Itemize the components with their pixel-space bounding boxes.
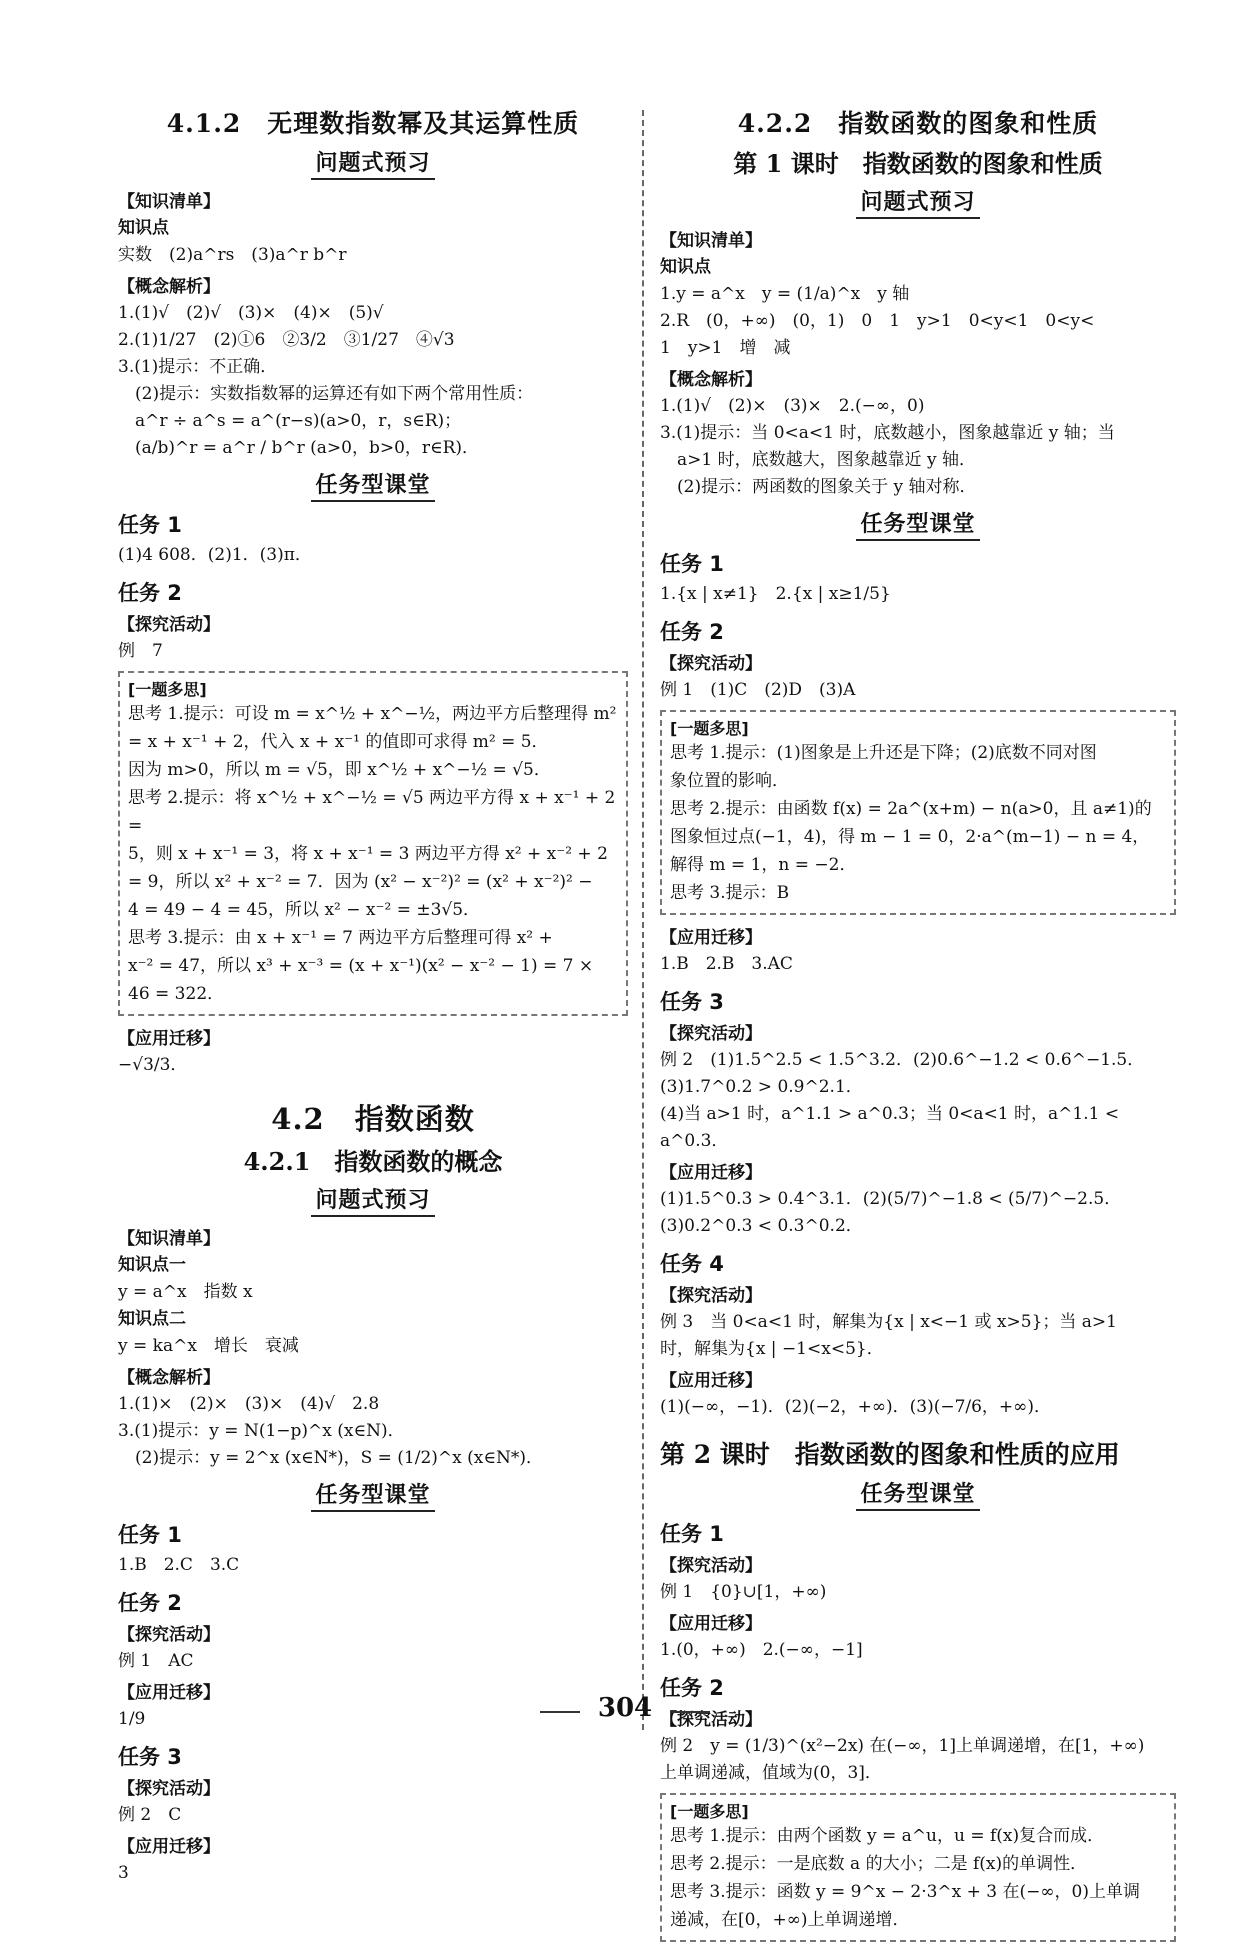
text-line: 1.(1)√ (2)× (3)× 2.(−∞，0) (660, 396, 925, 416)
text-line: y = ka^x 增长 衰减 (118, 1336, 299, 1356)
text-line: 实数 (2)a^rs (3)a^r b^r (118, 245, 347, 265)
answer-line: 例 1 (1)C (2)D (3)A (660, 680, 856, 700)
text-line: 3.(1)提示：y = N(1−p)^x (x∈N)． (118, 1421, 405, 1441)
subsection-title: 4.2.1 指数函数的概念 (243, 1147, 503, 1176)
answer-line: 1.(0，+∞) 2.(−∞，−1] (660, 1640, 863, 1660)
answer-line: (1)4 608．(2)1．(3)π． (118, 545, 312, 565)
text-line: (a/b)^r = a^r / b^r (a>0，b>0，r∈R)． (118, 438, 480, 458)
section-tag: 【探究活动】 (660, 1024, 762, 1044)
text-line: = 9，所以 x² + x⁻² = 7．因为 (x² − x⁻²)² = (x² + x⁻²)² − (128, 872, 593, 892)
banner-preview: 问题式预习 (118, 1183, 628, 1214)
think-box-tag: [一题多思] (670, 1802, 749, 1821)
think-box-tag: [一题多思] (670, 719, 749, 738)
task-heading: 任务 2 (118, 581, 182, 605)
page-footer (0, 1693, 1250, 1723)
answer-line: 例 2 (1)1.5^2.5 < 1.5^3.2．(2)0.6^−1.2 < 0.6^−1.5． (660, 1050, 1145, 1070)
content-block (660, 1518, 1176, 1787)
answer-line: (1)(−∞，−1)．(2)(−2，+∞)．(3)(−7/6，+∞)． (660, 1397, 1051, 1417)
task-heading: 任务 1 (660, 552, 724, 576)
answer-line: 例 3 当 0<a<1 时，解集为{x | x<−1 或 x>5}；当 a>1 (660, 1312, 1117, 1332)
section-tag: 【知识清单】 (118, 1229, 220, 1249)
text-line: 思考 1.提示：由两个函数 y = a^u，u = f(x)复合而成． (670, 1826, 1105, 1846)
answer-line: (4)当 a>1 时，a^1.1 > a^0.3；当 0<a<1 时，a^1.1 < a^0.3． (660, 1104, 1125, 1151)
text-line: 解得 m = 1，n = −2． (670, 855, 857, 875)
content-block (118, 1224, 628, 1472)
section-tag: 【应用迁移】 (660, 1371, 762, 1391)
section-tag: 【概念解析】 (660, 370, 762, 390)
think-box-content (670, 1822, 1166, 1934)
think-box-tag: [一题多思] (128, 680, 207, 699)
section-tag: 【探究活动】 (660, 1556, 762, 1576)
text-line: 3.(1)提示：不正确． (118, 357, 278, 377)
section-tag: 【应用迁移】 (660, 928, 762, 948)
text-line: 1.(1)× (2)× (3)× (4)√ 2.8 (118, 1394, 380, 1414)
banner-preview: 问题式预习 (660, 185, 1176, 216)
answer-line: 1/9 (118, 1709, 146, 1729)
text-line: 2.(1)1/27 (2)①6 ②3/2 ③1/27 ④√3 (118, 330, 455, 350)
right-column (660, 96, 1176, 1950)
section-tag: 【应用迁移】 (118, 1683, 220, 1703)
page-number: 304 (597, 1693, 653, 1723)
text-line: 象位置的影响． (670, 771, 789, 791)
section-tag: 【探究活动】 (660, 1710, 762, 1730)
section-tag: 【探究活动】 (118, 615, 220, 635)
answer-line: (3)1.7^0.2 > 0.9^2.1． (660, 1077, 863, 1097)
text-line: 1.y = a^x y = (1/a)^x y 轴 (660, 284, 910, 304)
text-line: 因为 m>0，所以 m = √5，即 x^½ + x^−½ = √5． (128, 760, 551, 780)
text-line: 知识点 (118, 218, 169, 238)
text-line: 1 y>1 增 减 (660, 338, 791, 358)
text-line: a^r ÷ a^s = a^(r−s)(a>0，r，s∈R)； (118, 411, 462, 431)
think-box-content (670, 739, 1166, 907)
banner-class: 任务型课堂 (118, 468, 628, 499)
section-tag: 【概念解析】 (118, 1368, 220, 1388)
content-block (660, 923, 1176, 1421)
think-box (660, 1793, 1176, 1942)
text-line: 4 = 49 − 4 = 45，所以 x² − x⁻² = ±3√5． (128, 900, 481, 920)
text-line: 知识点 (660, 257, 711, 277)
task-heading: 任务 1 (660, 1522, 724, 1546)
text-line: 思考 1.提示：可设 m = x^½ + x^−½，两边平方后整理得 m² (128, 704, 617, 724)
lesson-title: 第 2 课时 指数函数的图象和性质的应用 (660, 1440, 1120, 1469)
section-tag: 【应用迁移】 (118, 1837, 220, 1857)
banner-class: 任务型课堂 (118, 1478, 628, 1509)
text-line: x⁻² = 47，所以 x³ + x⁻³ = (x + x⁻¹)(x² − x⁻² − 1) = 7 × (128, 956, 594, 976)
answer-line: (1)1.5^0.3 > 0.4^3.1．(2)(5/7)^−1.8 < (5/7)^−2.5． (660, 1189, 1122, 1209)
section-tag: 【应用迁移】 (660, 1614, 762, 1634)
answer-line: 例 2 y = (1/3)^(x²−2x) 在(−∞，1]上单调递增，在[1，+∞) (660, 1736, 1145, 1756)
text-line: a>1 时，底数越大，图象越靠近 y 轴． (660, 450, 977, 470)
section-tag: 【知识清单】 (118, 192, 220, 212)
think-box-content (128, 700, 621, 1008)
answer-line: 1.B 2.C 3.C (118, 1555, 240, 1575)
text-line: 1.(1)√ (2)√ (3)× (4)× (5)√ (118, 303, 384, 323)
answer-line: 例 1 AC (118, 1651, 194, 1671)
task-heading: 任务 3 (118, 1745, 182, 1769)
text-line: 思考 3.提示：函数 y = 9^x − 2·3^x + 3 在(−∞，0)上单调 (670, 1882, 1141, 1902)
banner-preview: 问题式预习 (118, 146, 628, 177)
section-tag: 【探究活动】 (118, 1779, 220, 1799)
task-heading: 任务 1 (118, 1523, 182, 1547)
text-line: 3.(1)提示：当 0<a<1 时，底数越小，图象越靠近 y 轴；当 (660, 423, 1115, 443)
task-heading: 任务 2 (118, 1591, 182, 1615)
text-line: 思考 1.提示：(1)图象是上升还是下降；(2)底数不同对图 (670, 743, 1097, 763)
content-block (118, 187, 628, 462)
banner-class: 任务型课堂 (660, 507, 1176, 538)
answer-line: 例 1 {0}∪[1，+∞) (660, 1582, 827, 1602)
text-line: 46 = 322． (128, 984, 225, 1004)
task-heading: 任务 1 (118, 513, 182, 537)
task-heading: 任务 3 (660, 990, 724, 1014)
text-line: 5，则 x + x⁻¹ = 3，将 x + x⁻¹ = 3 两边平方得 x² + x⁻² + 2 (128, 844, 608, 864)
content-block (660, 226, 1176, 501)
task-heading: 任务 2 (660, 620, 724, 644)
answer-line: −√3/3． (118, 1055, 188, 1075)
section-tag: 【探究活动】 (660, 1286, 762, 1306)
chapter-title: 4.2 指数函数 (271, 1102, 475, 1136)
text-line: 递减，在[0，+∞)上单调递增． (670, 1910, 910, 1930)
section-tag: 【概念解析】 (118, 277, 220, 297)
text-line: (2)提示：实数指数幂的运算还有如下两个常用性质： (118, 384, 534, 404)
lesson-title: 第 1 课时 指数函数的图象和性质 (733, 149, 1103, 178)
text-line: 思考 2.提示：由函数 f(x) = 2a^(x+m) − n(a>0，且 a≠1)的 (670, 799, 1152, 819)
section-tag: 【应用迁移】 (660, 1163, 762, 1183)
section-tag: 【知识清单】 (660, 231, 762, 251)
answer-line: 1.B 2.B 3.AC (660, 954, 793, 974)
text-line: 思考 2.提示：一是底数 a 的大小；二是 f(x)的单调性． (670, 1854, 1088, 1874)
section-tag: 【探究活动】 (118, 1625, 220, 1645)
footer-dash (540, 1711, 580, 1713)
text-line: 2.R (0，+∞) (0，1) 0 1 y>1 0<y<1 0<y< (660, 311, 1095, 331)
section-tag: 【应用迁移】 (118, 1029, 220, 1049)
answer-line: (3)0.2^0.3 < 0.3^0.2． (660, 1216, 863, 1236)
section-title: 4.2.2 指数函数的图象和性质 (737, 109, 1099, 138)
left-column (118, 96, 628, 1887)
text-line: 知识点一 (118, 1255, 186, 1275)
task-heading: 任务 2 (660, 1676, 724, 1700)
text-line: (2)提示：y = 2^x (x∈N*)，S = (1/2)^x (x∈N*)． (118, 1448, 543, 1468)
text-line: 思考 2.提示：将 x^½ + x^−½ = √5 两边平方得 x + x⁻¹ + 2 = (128, 788, 621, 836)
column-divider (642, 110, 644, 1730)
think-box (660, 710, 1176, 915)
answer-line: 时，解集为{x | −1<x<5}． (660, 1339, 884, 1359)
think-box (118, 671, 628, 1016)
section-tag: 【探究活动】 (660, 654, 762, 674)
section-title: 4.1.2 无理数指数幂及其运算性质 (166, 109, 580, 138)
text-line: = x + x⁻¹ + 2，代入 x + x⁻¹ 的值即可求得 m² = 5． (128, 732, 549, 752)
text-line: 知识点二 (118, 1309, 186, 1329)
banner-class: 任务型课堂 (660, 1477, 1176, 1508)
answer-line: 1.{x | x≠1} 2.{x | x≥1/5} (660, 584, 891, 604)
text-line: 思考 3.提示：由 x + x⁻¹ = 7 两边平方后整理可得 x² + (128, 928, 553, 948)
text-line: 思考 3.提示：B (670, 883, 790, 903)
text-line: y = a^x 指数 x (118, 1282, 253, 1302)
text-line: (2)提示：两函数的图象关于 y 轴对称． (660, 477, 977, 497)
answer-line: 上单调递减，值域为(0，3]． (660, 1763, 882, 1783)
answer-line: 例 7 (118, 641, 163, 661)
footer-dash (670, 1711, 710, 1713)
task-heading: 任务 4 (660, 1252, 724, 1276)
answer-line: 例 2 C (118, 1805, 182, 1825)
answer-line: 3 (118, 1863, 129, 1883)
text-line: 图象恒过点(−1，4)，得 m − 1 = 0，2·a^(m−1) − n = 4， (670, 827, 1150, 847)
